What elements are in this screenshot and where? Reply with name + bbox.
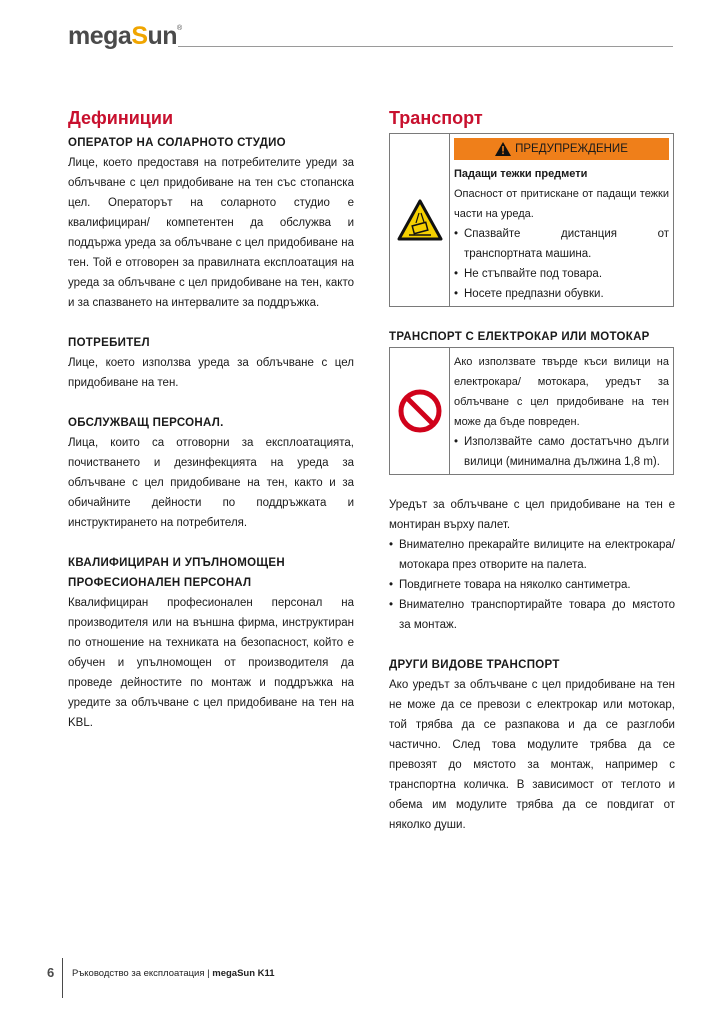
list-item: • Не стъпвайте под товара. — [454, 264, 669, 284]
transport-title: Транспорт — [389, 108, 483, 128]
warning-bar — [454, 138, 669, 160]
exclamation-triangle-icon — [495, 142, 511, 156]
list-item: • Внимателно прекарайте вилиците на електрокара/ мотокара през отворите на палета. — [389, 535, 675, 575]
prohibition-icon — [398, 389, 442, 433]
prohibition-icon-cell — [390, 348, 450, 474]
definitions-column — [68, 108, 354, 733]
forklift-box-bullets — [454, 432, 669, 472]
user-text: Лице, което използва уреда за облъчване с цел придобиване на тен. — [68, 357, 354, 389]
qualified-heading-2: ПРОФЕСИОНАЛЕН ПЕРСОНАЛ — [68, 577, 252, 589]
forklift-heading: ТРАНСПОРТ С ЕЛЕКТРОКАР ИЛИ МОТОКАР — [389, 331, 650, 343]
qualified-heading-1: КВАЛИФИЦИРАН И УПЪЛНОМОЩЕН — [68, 557, 285, 569]
list-item: • Използвайте само достатъчно дълги вилици (минимална дължина 1,8 m). — [454, 432, 669, 472]
forklift-text: Уредът за облъчване с цел придобиване на тен е монтиран върху палет. — [389, 499, 675, 531]
warning-content — [450, 134, 673, 306]
list-item: • Повдигнете товара на няколко сантиметра. — [389, 575, 675, 595]
warning-icon-cell — [390, 134, 450, 306]
warning-bullets — [454, 224, 669, 304]
forklift-box — [389, 347, 674, 475]
forklift-box-content — [450, 348, 673, 474]
warning-title: Падащи тежки предмети — [454, 168, 588, 180]
list-item: • Носете предпазни обувки. — [454, 284, 669, 304]
staff-heading: ОБСЛУЖВАЩ ПЕРСОНАЛ. — [68, 417, 224, 429]
staff-text: Лица, които са отговорни за експлоатацията, почистването и дезинфекцията на уреда за облъчване с цел придобиване на тен, както и за обичайните дейности по поддръжката и инструктирането на потребителя. — [68, 437, 354, 529]
operator-text: Лице, което предоставя на потребителите уреди за облъчване с цел придобиване на тен със стопанска цел. Операторът на соларното студио е квалифициран/ компетентен да обслужва и поддържа уреда за облъчване с цел придобиване на тен. Той е отговорен за правилната експлоатация на уреда за облъчване с цел придобиване на тен, както и за спазването на интервалите за поддръжка. — [68, 157, 354, 309]
user-heading: ПОТРЕБИТЕЛ — [68, 337, 150, 349]
list-item: • Спазвайте дистанция от транспортната машина. — [454, 224, 669, 264]
footer-text — [72, 968, 275, 979]
footer-separator: | — [207, 968, 210, 979]
megasun-logo: megaSun® — [68, 22, 182, 50]
page-number: 6 — [47, 965, 55, 980]
header-rule — [178, 46, 673, 47]
forklift-box-text: Ако използвате твърде къси вилици на електрокара/ мотокара, уредът за облъчване с цел придобиване на тен може да бъде повреден. — [454, 356, 669, 428]
footer-rule — [62, 958, 63, 998]
other-transport-text: Ако уредът за облъчване с цел придобиване на тен не може да се превози с електрокар или мотокар, той трябва да се разпакова и да се разглоби частично. След това модулите трябва да се превозят до мястото за монтаж, например с транспортна количка. В зависимост от теглото и обема им модулите трябва да се повдигат от няколко души. — [389, 679, 675, 831]
warning-box — [389, 133, 674, 307]
warning-label: ПРЕДУПРЕЖДЕНИЕ — [515, 143, 628, 155]
forklift-bullets — [389, 535, 675, 635]
transport-column — [389, 108, 675, 835]
warning-text: Опасност от притискане от падащи тежки части на уреда. — [454, 188, 669, 220]
footer-product: megaSun K11 — [212, 968, 275, 979]
other-transport-heading: ДРУГИ ВИДОВЕ ТРАНСПОРТ — [389, 659, 560, 671]
definitions-title: Дефиниции — [68, 108, 174, 128]
falling-load-warning-icon — [397, 199, 443, 241]
operator-heading: ОПЕРАТОР НА СОЛАРНОТО СТУДИО — [68, 137, 286, 149]
footer-manual: Ръководство за експлоатация — [72, 968, 205, 979]
list-item: • Внимателно транспортирайте товара до мястото за монтаж. — [389, 595, 675, 635]
qualified-text: Квалифициран професионален персонал на производителя или на външна фирма, инструктиран по отношение на техниката на безопасност, който е обучен и упълномощен от производителя да проведе дейностите по монтаж и поддръжка на уредите за облъчване с цел придобиване на тен на KBL. — [68, 597, 354, 729]
